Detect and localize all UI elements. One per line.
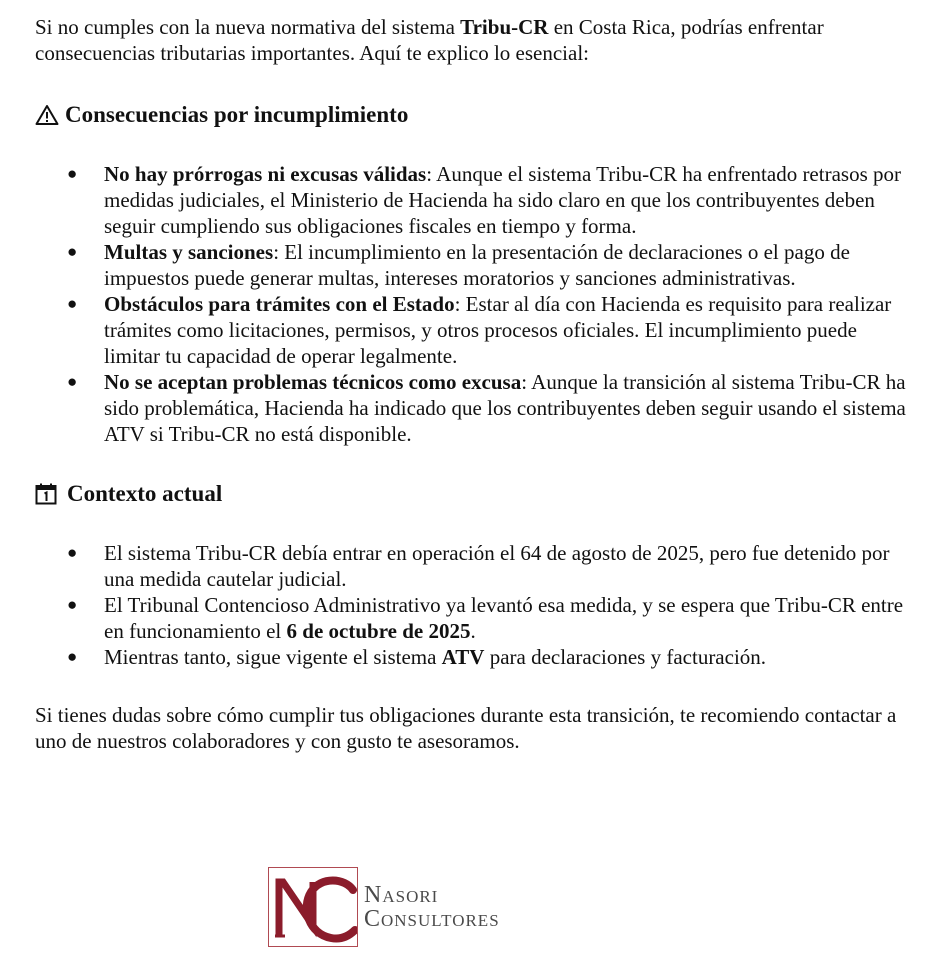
section-consequences-heading [35,100,915,130]
intro-bold: Tribu-CR [460,15,549,39]
logo-monogram-icon [268,867,358,947]
list-item: ● Multas y sanciones: El incumplimiento en la presentación de declaraciones o el pago de impuestos puede generar multas, intereses moratorios y sanciones administrativas. [67,240,850,290]
intro-paragraph: Si no cumples con la nueva normativa del sistema Tribu-CR en Costa Rica, podrías enfrentar consecuencias tributarias importantes. Aquí te explico lo esencial: [35,15,824,65]
list-item: ● No se aceptan problemas técnicos como excusa: Aunque la transición al sistema Tribu-CR ha sido problemática, Hacienda ha indicado que los contribuyentes deben seguir usando el sistema ATV si Tribu-CR no está disponible. [67,370,906,446]
context-list [35,540,915,670]
company-logo [268,866,578,948]
bullet-icon: ● [67,242,78,261]
list-item: ● El Tribunal Contencioso Administrativo ya levantó esa medida, y se espera que Tribu-CR entre en funcionamiento el 6 de octubre de 2025. [67,593,904,643]
logo-wordmark [364,883,500,931]
logo-line-2: Consultores [364,906,500,932]
list-item: ● Mientras tanto, sigue vigente el sistema ATV para declaraciones y facturación. [67,645,767,669]
section-context-title: Contexto actual [67,481,223,506]
section-context-heading [35,479,915,509]
bullet-icon: ● [67,294,78,313]
warning-icon [35,104,59,126]
bullet-icon: ● [67,595,78,614]
document-body [35,14,915,754]
logo-line-1: Nasori [364,882,439,908]
bullet-icon: ● [67,543,78,562]
bullet-icon: ● [67,372,78,391]
list-item: ● El sistema Tribu-CR debía entrar en operación el 64 de agosto de 2025, pero fue detenido por una medida cautelar judicial. [67,541,890,591]
list-item: ● No hay prórrogas ni excusas válidas: Aunque el sistema Tribu-CR ha enfrentado retrasos por medidas judiciales, el Ministerio de Hacienda ha sido claro en que los contribuyentes deben seguir cumpliendo sus obligaciones fiscales en tiempo y forma. [67,162,901,238]
bullet-icon: ● [67,647,78,666]
list-item: ● Obstáculos para trámites con el Estado: Estar al día con Hacienda es requisito para realizar trámites como licitaciones, permisos, y otros procesos oficiales. El incumplimiento puede limitar tu capacidad de operar legalmente. [67,292,892,368]
closing-paragraph: Si tienes dudas sobre cómo cumplir tus obligaciones durante esta transición, te recomiendo contactar a uno de nuestros colaboradores y con gusto te asesoramos. [35,703,897,753]
bullet-icon: ● [67,164,78,183]
section-consequences-title: Consecuencias por incumplimiento [65,102,409,127]
consequences-list [35,161,915,447]
calendar-icon [35,483,57,505]
